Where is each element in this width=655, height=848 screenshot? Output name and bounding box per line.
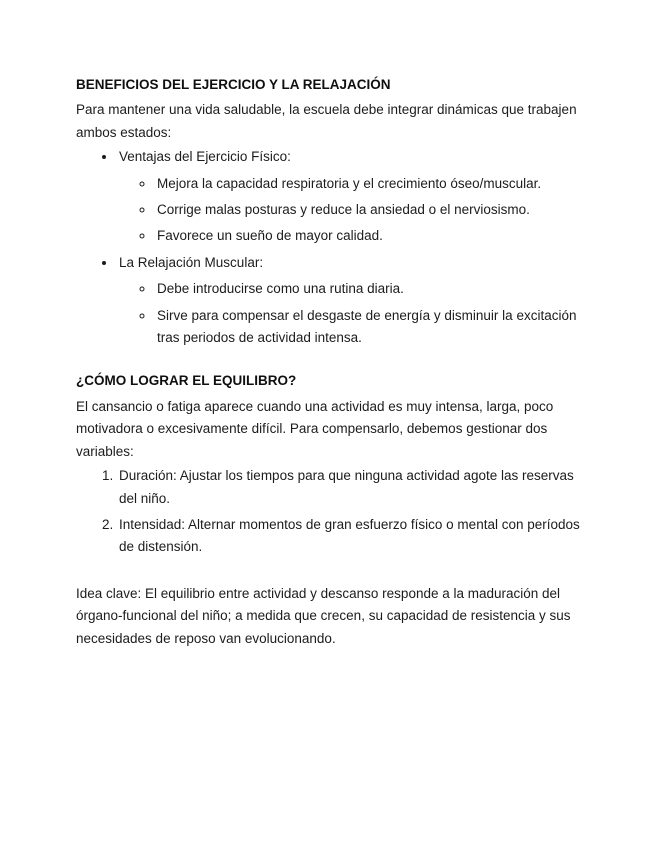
bullet-item-label: Ventajas del Ejercicio Físico: xyxy=(119,149,291,165)
paragraph-beneficios-intro: Para mantener una vida saludable, la escuela debe integrar dinámicas que trabajen ambos estados: xyxy=(76,102,577,140)
sub-bullet-list-ejercicio xyxy=(119,173,581,248)
paragraph-equilibrio-intro: El cansancio o fatiga aparece cuando una actividad es muy intensa, larga, poco motivadora o excesivamente difícil. Para compensarlo, debemos gestionar dos variables: xyxy=(76,398,554,459)
paragraph-idea-clave: Idea clave: El equilibrio entre actividad y descanso responde a la maduración del órgano-funcional del niño; a medida que crecen, su capacidad de resistencia y sus necesidades de reposo van evolucionando. xyxy=(76,585,571,646)
sub-bullet-item: ◦ Corrige malas posturas y reduce la ansiedad o el nerviosismo. xyxy=(155,199,581,221)
bullet-item-relajacion xyxy=(117,252,581,350)
sub-bullet-item: ◦ Sirve para compensar el desgaste de energía y disminuir la excitación tras periodos de actividad intensa. xyxy=(155,305,581,350)
sub-bullet-list-relajacion xyxy=(119,278,581,349)
bullet-item-label: La Relajación Muscular: xyxy=(119,254,264,270)
numbered-item-intensidad: 2. Intensidad: Alternar momentos de gran esfuerzo físico o mental con períodos de distensión. xyxy=(117,514,581,559)
bullet-item-ejercicio xyxy=(117,146,581,248)
heading-beneficios: BENEFICIOS DEL EJERCICIO Y LA RELAJACIÓN xyxy=(76,77,391,92)
numbered-item-duracion: 1. Duración: Ajustar los tiempos para que ninguna actividad agote las reservas del niño. xyxy=(117,465,581,510)
numbered-list-variables xyxy=(76,465,581,559)
sub-bullet-item: ◦ Debe introducirse como una rutina diaria. xyxy=(155,278,581,300)
heading-equilibrio: ¿CÓMO LOGRAR EL EQUILIBRO? xyxy=(76,373,297,389)
sub-bullet-item: ◦ Mejora la capacidad respiratoria y el crecimiento óseo/muscular. xyxy=(155,173,581,195)
bullet-list-beneficios xyxy=(76,146,581,349)
sub-bullet-item: ◦ Favorece un sueño de mayor calidad. xyxy=(155,225,581,247)
